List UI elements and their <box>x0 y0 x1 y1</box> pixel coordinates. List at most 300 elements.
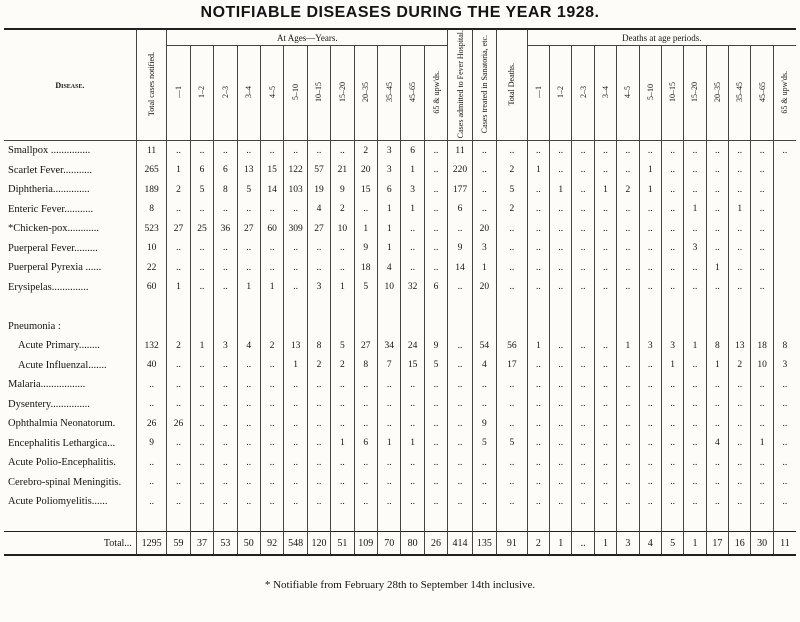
total-cell: 50 <box>237 532 260 556</box>
table-cell: .. <box>706 453 728 473</box>
table-cell: .. <box>594 336 616 356</box>
table-cell: 1 <box>594 180 616 200</box>
table-cell: .. <box>497 473 528 493</box>
table-cell <box>167 512 190 532</box>
table-cell: .. <box>572 258 594 278</box>
table-cell: .. <box>527 239 549 259</box>
table-cell: 3 <box>401 180 424 200</box>
table-cell: .. <box>572 414 594 434</box>
table-cell: .. <box>527 200 549 220</box>
table-cell <box>773 180 796 200</box>
table-cell: 1 <box>472 258 496 278</box>
table-cell: 56 <box>497 336 528 356</box>
table-cell: 26 <box>167 414 190 434</box>
table-cell: .. <box>729 375 751 395</box>
table-cell: .. <box>331 414 354 434</box>
table-cell: .. <box>661 473 683 493</box>
header-age-4: 4–5 <box>260 46 283 141</box>
table-cell: .. <box>617 434 639 454</box>
header-total-notified: Total cases notified. <box>136 29 167 141</box>
table-cell: 8 <box>773 336 796 356</box>
table-cell <box>639 512 661 532</box>
table-cell <box>617 317 639 337</box>
total-cell: 3 <box>617 532 639 556</box>
table-cell <box>354 297 377 317</box>
table-cell: 3 <box>307 278 330 298</box>
table-cell <box>773 297 796 317</box>
table-cell: .. <box>448 336 472 356</box>
table-cell <box>424 317 448 337</box>
table-cell: .. <box>773 492 796 512</box>
table-cell: .. <box>684 219 706 239</box>
table-cell <box>706 317 728 337</box>
table-cell: .. <box>190 375 213 395</box>
table-cell: .. <box>706 492 728 512</box>
table-cell <box>260 297 283 317</box>
table-cell: .. <box>260 200 283 220</box>
table-row <box>4 375 796 395</box>
table-cell <box>751 512 773 532</box>
table-cell <box>594 297 616 317</box>
table-cell: .. <box>706 180 728 200</box>
table-row <box>4 258 796 278</box>
disease-name: Scarlet Fever........... <box>8 164 92 176</box>
table-cell: .. <box>167 200 190 220</box>
table-cell: 25 <box>190 219 213 239</box>
table-cell <box>617 297 639 317</box>
table-cell <box>639 297 661 317</box>
table-cell: .. <box>729 161 751 181</box>
table-cell: .. <box>594 141 616 161</box>
table-cell: 1 <box>401 434 424 454</box>
table-cell: .. <box>472 395 496 415</box>
table-cell: 21 <box>331 161 354 181</box>
table-cell <box>527 512 549 532</box>
table-cell: .. <box>307 395 330 415</box>
table-cell: 2 <box>260 336 283 356</box>
table-cell: .. <box>729 141 751 161</box>
table-cell <box>401 317 424 337</box>
table-cell: 27 <box>307 219 330 239</box>
table-row <box>4 395 796 415</box>
table-cell: .. <box>424 161 448 181</box>
table-cell: .. <box>448 473 472 493</box>
table-cell: .. <box>639 219 661 239</box>
table-cell: .. <box>214 395 237 415</box>
table-cell: .. <box>661 180 683 200</box>
table-cell: 4 <box>307 200 330 220</box>
table-cell: 6 <box>377 180 400 200</box>
table-cell: .. <box>260 492 283 512</box>
table-cell: .. <box>550 434 572 454</box>
disease-name: Cerebro-spinal Meningitis. <box>8 476 122 488</box>
table-cell: 14 <box>260 180 283 200</box>
table-cell: 34 <box>377 336 400 356</box>
table-cell: 3 <box>773 356 796 376</box>
table-cell: 1 <box>661 356 683 376</box>
table-cell: .. <box>684 356 706 376</box>
table-cell: .. <box>214 492 237 512</box>
table-cell <box>497 512 528 532</box>
table-cell: .. <box>401 473 424 493</box>
table-cell: 2 <box>497 161 528 181</box>
total-cell: 80 <box>401 532 424 556</box>
table-cell <box>307 297 330 317</box>
table-cell: .. <box>639 356 661 376</box>
table-cell: .. <box>617 375 639 395</box>
table-cell: 1 <box>284 356 307 376</box>
table-cell: 15 <box>260 161 283 181</box>
table-cell: .. <box>661 414 683 434</box>
table-cell: .. <box>167 453 190 473</box>
table-cell: .. <box>424 453 448 473</box>
table-cell: .. <box>729 239 751 259</box>
disease-name: Puerperal Pyrexia ...... <box>8 262 102 274</box>
table-cell: .. <box>684 278 706 298</box>
table-cell <box>729 297 751 317</box>
table-cell: .. <box>167 395 190 415</box>
table-cell: .. <box>331 453 354 473</box>
table-cell: .. <box>617 219 639 239</box>
table-cell: .. <box>661 453 683 473</box>
header-death-age-1: 1–2 <box>550 46 572 141</box>
table-cell: .. <box>424 434 448 454</box>
header-admitted: Cases admitted to Fever Hospital. <box>448 29 472 141</box>
table-cell: .. <box>729 395 751 415</box>
header-age-5: 5–10 <box>284 46 307 141</box>
table-cell: .. <box>572 453 594 473</box>
table-cell: 2 <box>354 141 377 161</box>
table-cell: .. <box>497 258 528 278</box>
total-cell: 1 <box>594 532 616 556</box>
table-cell: .. <box>331 395 354 415</box>
table-cell: .. <box>572 492 594 512</box>
table-cell: .. <box>617 161 639 181</box>
table-cell <box>527 317 549 337</box>
table-cell <box>377 297 400 317</box>
table-cell: .. <box>617 258 639 278</box>
table-cell: .. <box>617 141 639 161</box>
table-cell: .. <box>214 278 237 298</box>
table-cell: .. <box>639 200 661 220</box>
table-cell: .. <box>136 395 167 415</box>
table-cell: .. <box>661 161 683 181</box>
table-cell: 3 <box>684 239 706 259</box>
table-cell <box>773 278 796 298</box>
table-cell: 1 <box>377 434 400 454</box>
table-cell: .. <box>448 414 472 434</box>
table-cell: .. <box>167 258 190 278</box>
table-cell: .. <box>167 141 190 161</box>
table-cell: .. <box>684 414 706 434</box>
table-cell: .. <box>550 278 572 298</box>
table-row <box>4 453 796 473</box>
table-cell: .. <box>639 375 661 395</box>
table-cell <box>167 297 190 317</box>
table-cell: .. <box>773 141 796 161</box>
table-cell: 3 <box>472 239 496 259</box>
table-cell: .. <box>661 141 683 161</box>
table-cell <box>617 512 639 532</box>
table-cell: .. <box>424 239 448 259</box>
table-cell: .. <box>190 141 213 161</box>
table-cell: .. <box>706 414 728 434</box>
table-cell: .. <box>401 492 424 512</box>
table-cell: 5 <box>354 278 377 298</box>
table-cell: .. <box>260 473 283 493</box>
table-cell: .. <box>661 375 683 395</box>
table-cell: .. <box>550 395 572 415</box>
table-cell: .. <box>706 239 728 259</box>
table-cell: 9 <box>448 239 472 259</box>
table-cell: 5 <box>472 434 496 454</box>
table-cell <box>684 512 706 532</box>
total-cell: .. <box>572 532 594 556</box>
table-cell: .. <box>729 180 751 200</box>
table-cell: .. <box>572 336 594 356</box>
table-cell <box>448 297 472 317</box>
table-cell: .. <box>377 453 400 473</box>
table-cell: .. <box>136 492 167 512</box>
table-cell <box>594 512 616 532</box>
total-cell: 53 <box>214 532 237 556</box>
total-cell: 2 <box>527 532 549 556</box>
table-cell: 27 <box>354 336 377 356</box>
table-row <box>4 297 796 317</box>
header-age-9: 35–45 <box>377 46 400 141</box>
table-cell: 1 <box>684 200 706 220</box>
table-cell: .. <box>684 161 706 181</box>
table-cell: 32 <box>401 278 424 298</box>
table-cell: .. <box>639 414 661 434</box>
total-cell: 135 <box>472 532 496 556</box>
table-cell: .. <box>751 219 773 239</box>
table-cell: .. <box>237 239 260 259</box>
table-cell: .. <box>377 414 400 434</box>
header-age-10: 45–65 <box>401 46 424 141</box>
table-cell: 18 <box>751 336 773 356</box>
table-cell: .. <box>617 395 639 415</box>
table-cell: .. <box>377 473 400 493</box>
table-cell: .. <box>284 200 307 220</box>
table-cell <box>550 317 572 337</box>
table-cell: .. <box>684 473 706 493</box>
table-cell: 1 <box>167 278 190 298</box>
table-cell: .. <box>594 258 616 278</box>
table-cell: .. <box>617 239 639 259</box>
table-cell: .. <box>284 414 307 434</box>
table-cell <box>307 512 330 532</box>
table-cell: 4 <box>237 336 260 356</box>
table-cell <box>706 512 728 532</box>
table-cell: .. <box>684 258 706 278</box>
disease-name <box>4 512 136 532</box>
table-cell: .. <box>448 434 472 454</box>
table-cell: .. <box>190 473 213 493</box>
table-row <box>4 219 796 239</box>
table-cell: 5 <box>424 356 448 376</box>
table-cell: .. <box>594 434 616 454</box>
table-row <box>4 180 796 200</box>
table-cell: .. <box>527 356 549 376</box>
table-cell: .. <box>214 375 237 395</box>
table-cell: 9 <box>424 336 448 356</box>
header-age-7: 15–20 <box>331 46 354 141</box>
table-cell <box>214 512 237 532</box>
table-cell: .. <box>661 278 683 298</box>
table-cell: 1 <box>706 356 728 376</box>
total-cell: 30 <box>751 532 773 556</box>
table-cell: .. <box>214 200 237 220</box>
table-cell: .. <box>448 278 472 298</box>
disease-name: Ophthalmia Neonatorum. <box>8 418 116 430</box>
table-cell: .. <box>331 375 354 395</box>
table-cell <box>331 317 354 337</box>
table-cell: .. <box>237 200 260 220</box>
table-cell: .. <box>527 219 549 239</box>
table-cell: .. <box>661 219 683 239</box>
table-cell: .. <box>354 473 377 493</box>
table-cell: .. <box>260 239 283 259</box>
table-cell: 60 <box>136 278 167 298</box>
table-cell: .. <box>751 180 773 200</box>
table-cell: .. <box>167 239 190 259</box>
table-cell: .. <box>307 434 330 454</box>
table-cell: .. <box>684 141 706 161</box>
table-cell: 1 <box>751 434 773 454</box>
total-cell: 26 <box>424 532 448 556</box>
table-cell: .. <box>751 473 773 493</box>
table-cell: 20 <box>472 219 496 239</box>
table-cell: 27 <box>167 219 190 239</box>
table-cell <box>190 512 213 532</box>
table-cell: .. <box>572 356 594 376</box>
table-cell: .. <box>550 239 572 259</box>
table-cell: .. <box>237 141 260 161</box>
table-cell <box>706 297 728 317</box>
table-cell: .. <box>237 434 260 454</box>
table-cell: 2 <box>729 356 751 376</box>
table-cell: .. <box>527 473 549 493</box>
table-cell: .. <box>497 239 528 259</box>
table-cell: 6 <box>401 141 424 161</box>
table-cell: 7 <box>377 356 400 376</box>
table-cell: .. <box>751 414 773 434</box>
table-cell: .. <box>550 492 572 512</box>
table-cell: .. <box>751 258 773 278</box>
table-cell: .. <box>237 395 260 415</box>
table-cell: .. <box>401 453 424 473</box>
table-cell: .. <box>572 278 594 298</box>
table-cell: .. <box>594 453 616 473</box>
disease-name: Acute Poliomyelitis...... <box>8 496 108 508</box>
table-cell: .. <box>472 453 496 473</box>
table-cell: .. <box>167 375 190 395</box>
table-cell: .. <box>751 453 773 473</box>
table-cell: 1 <box>617 336 639 356</box>
total-cell: 91 <box>497 532 528 556</box>
table-cell: 2 <box>617 180 639 200</box>
table-cell: .. <box>527 180 549 200</box>
table-cell: .. <box>190 200 213 220</box>
header-death-age-5: 5–10 <box>639 46 661 141</box>
table-cell: 6 <box>214 161 237 181</box>
header-death-age-9: 35–45 <box>729 46 751 141</box>
disease-name: Acute Primary........ <box>18 340 100 352</box>
table-cell: .. <box>594 356 616 376</box>
header-age-1: 1–2 <box>190 46 213 141</box>
table-cell: .. <box>472 200 496 220</box>
header-disease: Disease. <box>4 29 136 141</box>
disease-name <box>4 297 136 317</box>
table-cell: .. <box>401 395 424 415</box>
table-cell: .. <box>284 492 307 512</box>
table-cell: .. <box>661 492 683 512</box>
total-cell: 59 <box>167 532 190 556</box>
header-death-age-4: 4–5 <box>617 46 639 141</box>
table-cell: 5 <box>497 434 528 454</box>
table-cell: 13 <box>284 336 307 356</box>
table-cell: .. <box>260 356 283 376</box>
header-death-age-10: 45–65 <box>751 46 773 141</box>
table-cell: .. <box>237 473 260 493</box>
table-cell: .. <box>572 395 594 415</box>
table-cell <box>307 317 330 337</box>
table-cell: 13 <box>237 161 260 181</box>
table-cell: .. <box>550 161 572 181</box>
table-cell: .. <box>572 219 594 239</box>
table-row <box>4 239 796 259</box>
header-age-0: —1 <box>167 46 190 141</box>
table-cell: .. <box>190 278 213 298</box>
table-cell: 3 <box>214 336 237 356</box>
table-cell <box>572 512 594 532</box>
table-cell: .. <box>751 278 773 298</box>
table-cell: .. <box>572 375 594 395</box>
total-cell: 120 <box>307 532 330 556</box>
table-cell <box>472 317 496 337</box>
table-cell: .. <box>684 375 706 395</box>
table-cell <box>773 317 796 337</box>
page-title: NOTIFIABLE DISEASES DURING THE YEAR 1928. <box>200 4 600 21</box>
table-cell: .. <box>617 492 639 512</box>
total-cell: 414 <box>448 532 472 556</box>
total-cell: 1 <box>550 532 572 556</box>
table-cell <box>237 297 260 317</box>
table-cell <box>424 297 448 317</box>
table-cell: .. <box>639 239 661 259</box>
table-cell: 1 <box>377 239 400 259</box>
table-cell <box>773 219 796 239</box>
table-cell <box>448 317 472 337</box>
table-cell: .. <box>594 200 616 220</box>
table-cell: 103 <box>284 180 307 200</box>
total-cell: 51 <box>331 532 354 556</box>
table-cell: .. <box>497 219 528 239</box>
table-cell: 1 <box>260 278 283 298</box>
table-cell: .. <box>307 375 330 395</box>
table-cell: .. <box>237 258 260 278</box>
table-cell: .. <box>136 375 167 395</box>
table-cell: 309 <box>284 219 307 239</box>
table-cell: 15 <box>401 356 424 376</box>
table-cell <box>550 297 572 317</box>
table-cell: .. <box>354 375 377 395</box>
table-cell: 1 <box>639 161 661 181</box>
table-cell: 4 <box>472 356 496 376</box>
table-cell: .. <box>260 258 283 278</box>
table-cell <box>190 317 213 337</box>
